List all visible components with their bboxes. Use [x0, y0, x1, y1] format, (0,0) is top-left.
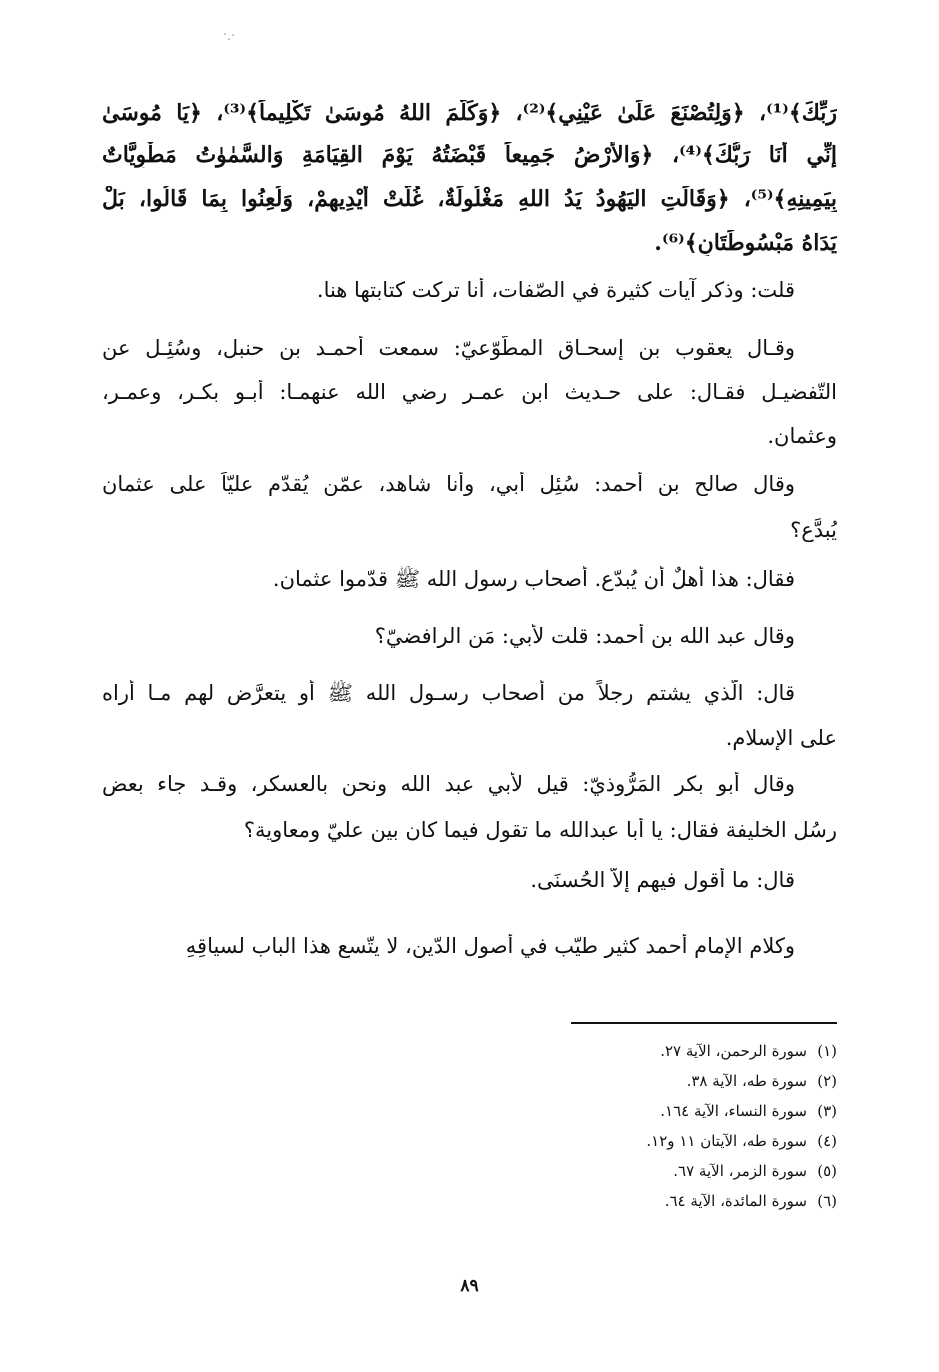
footnote-text: سورة المائدة، الآية ٦٤. [664, 1192, 807, 1210]
paragraph-line: رسُل الخليفة فقال: يا أبا عبدالله ما تقول فيما كان بين عليّ ومعاوية؟ [243, 818, 837, 842]
footnote-item [673, 1162, 837, 1180]
paragraph-line: وقال عبد الله بن أحمد: قلت لأبي: مَن الرافضيّ؟ [374, 624, 795, 648]
paragraph-line: يُبدَّع؟ [790, 518, 837, 542]
quran-line: بِيَمِينِهِ﴾⁽⁵⁾، ﴿وَقَالَتِ اليَهُودُ يَدُ اللهِ مَغْلُولَةٌ، غُلَّتْ أَيْدِيهِمْ، وَلُعِنُوا بِمَا قَالُوا، بَلْ [102, 186, 837, 212]
footnote-number: (٣) [817, 1102, 837, 1120]
paragraph-line: قال: ما أقول فيهم إلاّ الحُسنَى. [530, 868, 795, 892]
print-marks [222, 28, 236, 40]
paragraph-line: التّفضيـل فقـال: على حـديث ابن عمـر رضي الله عنهمـا: أبـو بكـر، وعمـر، [102, 380, 837, 404]
footnote-text: سورة طه، الآيتان ١١ و١٢. [646, 1132, 807, 1150]
quran-line: يَدَاهُ مَبْسُوطَتَانِ﴾⁽⁶⁾. [654, 230, 837, 256]
main-text [102, 278, 837, 978]
footnote-number: (١) [817, 1042, 837, 1060]
paragraph-line: وعثمان. [767, 424, 837, 448]
paragraph-line: على الإسلام. [725, 726, 837, 750]
footnote-item [687, 1072, 837, 1090]
footnote-item [660, 1042, 837, 1060]
paragraph-line: وقال أبو بكر المَرُّوذيّ: قيل لأبي عبد الله ونحن بالعسكر، وقـد جاء بعض [102, 772, 795, 796]
footnote-number: (٦) [817, 1192, 837, 1210]
paragraph-line: قال: الّذي يشتم رجلاً من أصحاب رسـول الله ﷺ أو يتعرَّض لهم مـا أراه [102, 681, 795, 705]
footnote-number: (٥) [817, 1162, 837, 1180]
paragraph-line: قلت: وذكر آيات كثيرة في الصّفات، أنا تركت كتابتها هنا. [316, 278, 795, 302]
footnote-number: (٤) [817, 1132, 837, 1150]
paragraph-line: وكلام الإمام أحمد كثير طيّب في أصول الدّين، لا يتّسع هذا الباب لسياقِهِ [185, 934, 795, 958]
quran-verses-block [102, 100, 837, 270]
footnote-text: سورة طه، الآية ٣٨. [686, 1072, 807, 1090]
footnote-separator [571, 1022, 837, 1024]
footnote-text: سورة الزمر، الآية ٦٧. [673, 1162, 807, 1180]
footnote-item [646, 1132, 837, 1150]
page-number: ٨٩ [460, 1276, 479, 1296]
footnote-text: سورة الرحمن، الآية ٢٧. [660, 1042, 807, 1060]
paragraph-line: وقال صالح بن أحمد: سُئِل أبي، وأنا شاهد، عمّن يُقدّم عليّاً على عثمان [102, 472, 795, 496]
paragraph-line: وقـال يعقوب بن إسحـاق المطّوّعيّ: سمعت أحمـد بن حنبل، وسُئِـل عن [102, 336, 795, 360]
quran-line: إِنِّي أَنَا رَبُّكَ﴾⁽⁴⁾، ﴿وَالأَرْضُ جَمِيعاً قَبْضَتُهُ يَوْمَ القِيَامَةِ وَالسَّمٰوٰتُ مَطْوِيَّاتٌ [102, 142, 837, 168]
footnote-item [665, 1192, 837, 1210]
paragraph-line: فقال: هذا أهلٌ أن يُبدّع. أصحاب رسول الله ﷺ قدّموا عثمان. [272, 567, 795, 591]
footnote-number: (٢) [817, 1072, 837, 1090]
footnote-text: سورة النساء، الآية ١٦٤. [660, 1102, 807, 1120]
footnote-item [660, 1102, 837, 1120]
quran-line: رَبِّكَ﴾⁽¹⁾، ﴿وَلِتُصْنَعَ عَلَىٰ عَيْنِي﴾⁽²⁾، ﴿وَكَلَّمَ اللهُ مُوسَىٰ تَكْلِيماً﴾⁽³⁾، ﴿يَا مُوسَىٰ [102, 100, 837, 126]
